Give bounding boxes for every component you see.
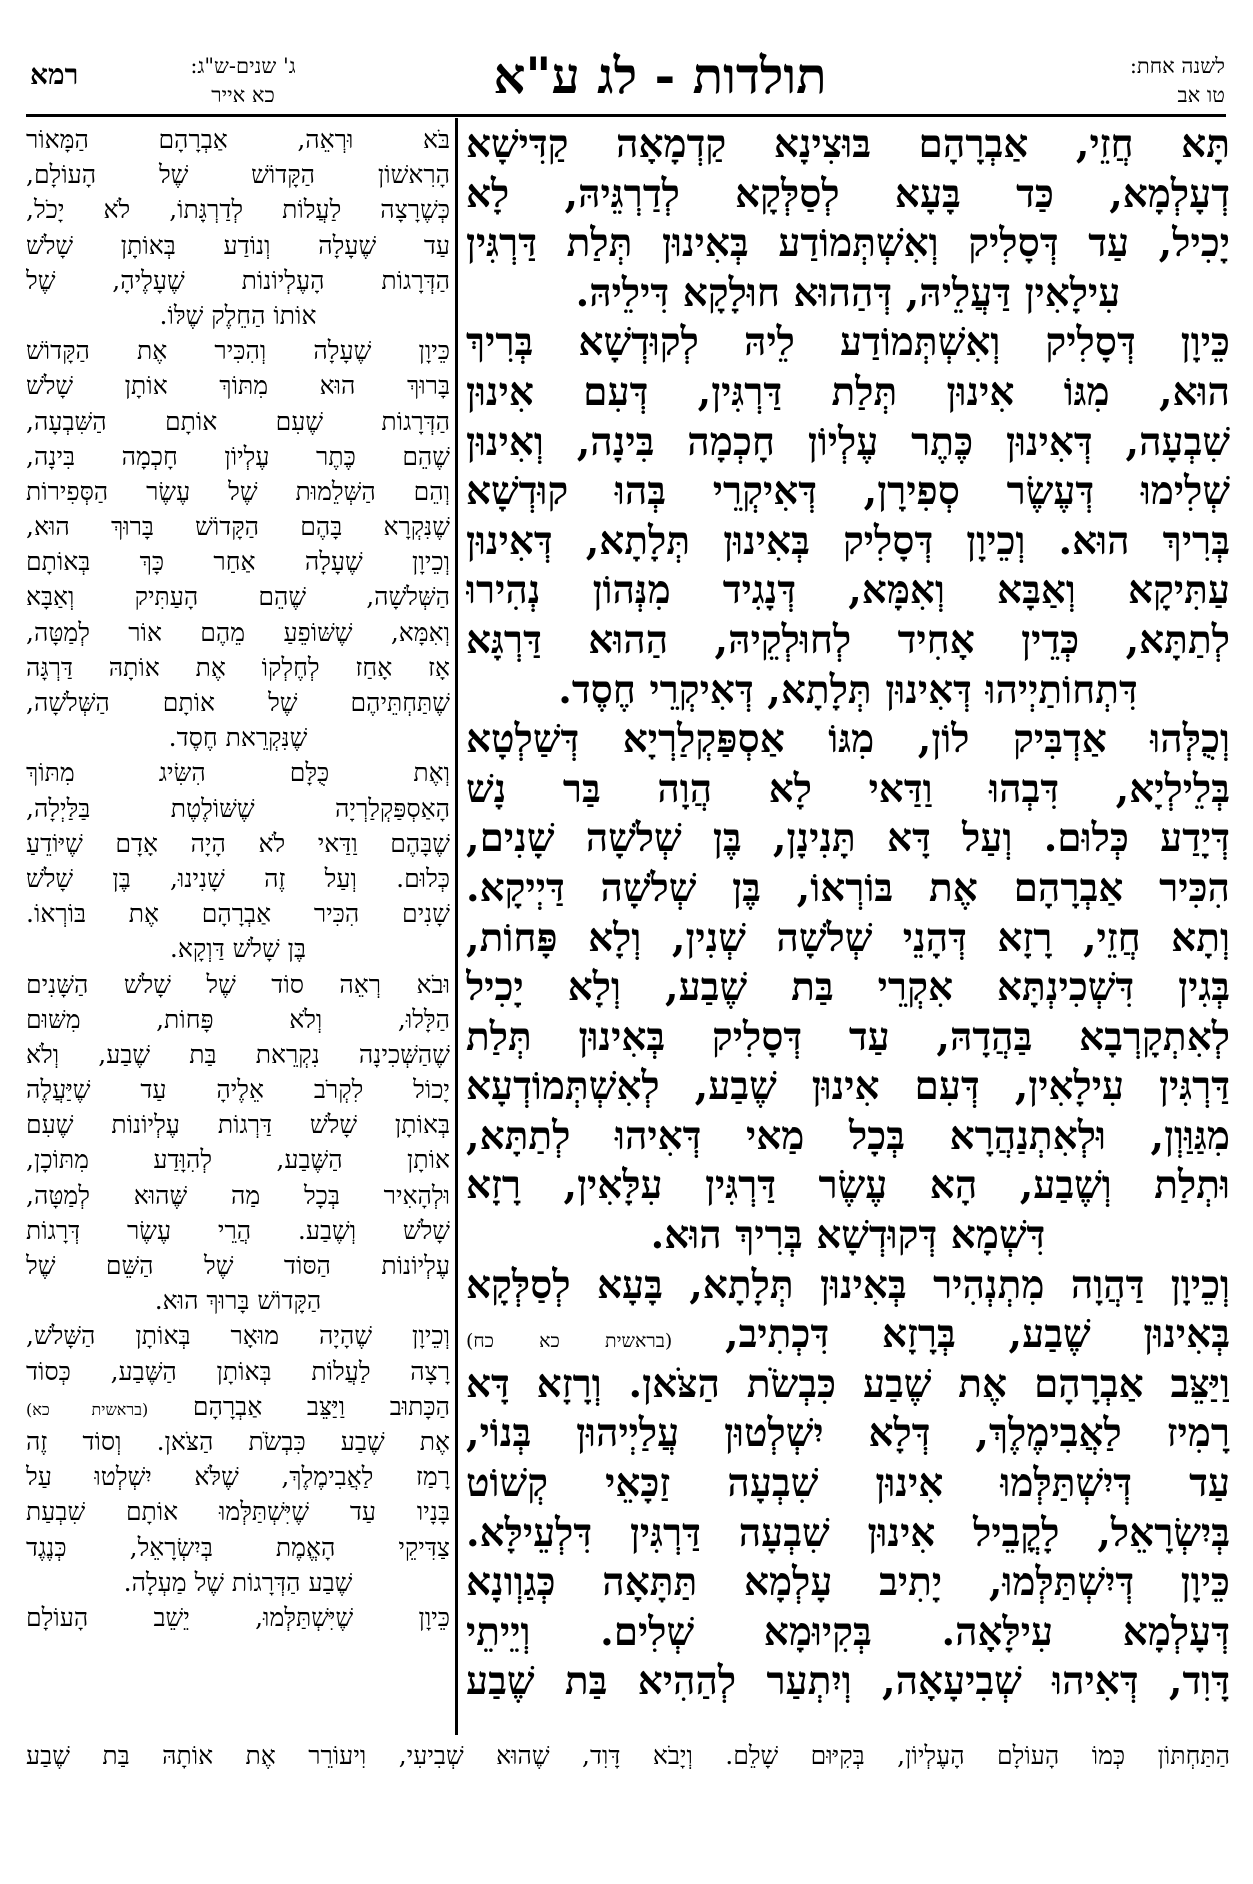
commentary-line: אֶת שֶׁבַע כִּבְשֹׂת הַצֹּאן. וְסוֹד זֶה bbox=[26, 1426, 450, 1456]
header-right-line-1: לשנה אחת: bbox=[1129, 54, 1225, 78]
commentary-line: שֶׁהַשְּׁכִינָה נִקְרֵאת בַּת שֶׁבַע, וְלֹא bbox=[26, 1039, 450, 1069]
main-line: וְכֵיוָן דַּהֲוָה מִתְנְהִיר בְּאִינוּן תְּלָתָא, בָּעָא לְסַלְּקָא bbox=[466, 1261, 1230, 1308]
commentary-line: כֵּיוָן שֶׁעָלָה וְהִכִּיר אֶת הַקָּדוֹשׁ bbox=[26, 336, 450, 366]
commentary-line: שֶׁבַע הַדְּרָגוֹת שֶׁל מַעְלָה. bbox=[123, 1567, 353, 1597]
main-line: עַד דְּיִשְׁתַּלְּמוּ אִינוּן שִׁבְעָה זַכָּאֵי קְשׁוֹט bbox=[466, 1460, 1230, 1507]
commentary-line: הָאַסְפַּקְלַרְיָה שֶׁשּׁוֹלֶטֶת בַּלַּיְלָה, bbox=[26, 793, 450, 823]
main-line: לְאִתְקָרְבָא בַּהֲדָהּ, עַד דְּסָלִיק בְּאִינוּן תְּלַת bbox=[466, 1013, 1230, 1060]
commentary-line: בְּאוֹתָן שָׁלֹשׁ דַּרְגוֹת עֶלְיוֹנוֹת שֶׁעִם bbox=[26, 1110, 450, 1140]
commentary-line: וּלְהָאִיר בְּכָל מַה שֶּׁהוּא לְמַטָּה, bbox=[26, 1180, 450, 1210]
main-line: דִּתְחוֹתַיְיהוּ דְּאִינוּן תְּלָתָא, דְּאִיקְרֵי חֶסֶד. bbox=[558, 666, 1138, 713]
main-line: דְּיָדַע כְּלוּם. וְעַל דָּא תָּנִינָן, בֶּן שְׁלֹשָׁה שָׁנִים, bbox=[466, 815, 1230, 862]
commentary-line-text: הַכָּתוּב וַיַּצֵּב אַבְרָהָם bbox=[192, 1391, 450, 1421]
commentary-line: עֶלְיוֹנוֹת הַסּוֹד שֶׁל הַשֵּׁם שֶׁל bbox=[26, 1251, 450, 1280]
commentary-line: וְהֵם הַשְּׁלֵמוּת שֶׁל עֶשֶׂר הַסְּפִירוֹת bbox=[26, 476, 450, 506]
main-line: דִּשְׁמָא דְּקוּדְשָׁא בְּרִיךְ הוּא. bbox=[650, 1212, 1046, 1259]
main-line: יָכִיל, עַד דְּסָלִיק וְאִשְׁתְּמוֹדַע בְּאִינוּן תְּלַת דַּרְגִּין bbox=[466, 220, 1230, 267]
main-text-column bbox=[466, 120, 1230, 1735]
header-right-line-2: טו אב bbox=[1177, 83, 1225, 107]
commentary-line: הַשְּׁלֹשָׁה, שֶׁהֵם הָעַתִּיק וְאַבָּא bbox=[26, 582, 450, 612]
commentary-line: אָז אָחַז לְחֶלְקוֹ אֶת אוֹתָהּ דַּרְגָּה bbox=[26, 652, 450, 682]
main-line: כֵּיוָן דְּיִשְׁתַּלְּמוּ, יָתִיב עָלְמָא תַּתָּאָה כְּגַוְונָא bbox=[466, 1559, 1230, 1606]
commentary-line: שֶׁנִּקְרֵאת חֶסֶד. bbox=[168, 723, 308, 753]
main-line: דָּוִד, דְּאִיהוּ שְׁבִיעָאָה, וְיִתְעַר לְהַהִיא בַּת שֶׁבַע bbox=[466, 1658, 1230, 1705]
main-line: לְתַתָּא, כְּדֵין אָחִיד לְחוּלְקֵיהּ, הַהוּא דַּרְגָּא bbox=[466, 616, 1230, 663]
main-line-with-citation bbox=[466, 1310, 1230, 1360]
commentary-line: כְּלוּם. וְעַל זֶה שָׁנִינוּ, בֶּן שָׁלֹשׁ bbox=[26, 863, 450, 893]
main-line: בְּיִשְׂרָאֵל, לָקֳבֵיל אִינוּן שִׁבְעָה דַּרְגִּין דִּלְעֵילָּא. bbox=[466, 1509, 1230, 1556]
main-citation: (בראשית כא כח) bbox=[466, 1330, 673, 1353]
main-line: בְּלֵילְיָא, דִּבְהוּ וַדַּאי לָא הֲוָה בַּר נָשׁ bbox=[466, 765, 1230, 812]
commentary-line: הַלָּלוּ, וְלֹא פָּחוֹת, מִשּׁוּם bbox=[26, 1004, 450, 1034]
commentary-line-with-citation bbox=[26, 1389, 450, 1424]
header-right-info bbox=[1025, 52, 1225, 110]
main-line: הִכִּיר אַבְרָהָם אֶת בּוֹרְאוֹ, בֶּן שְׁלֹשָׁה דַּיְיקָא. bbox=[466, 864, 1230, 911]
commentary-column bbox=[26, 122, 450, 1735]
main-line: עִילָאִין דַּעֲלֵיהּ, דְּהַהוּא חוּלָקָא דִּילֵיהּ. bbox=[575, 269, 1121, 316]
commentary-line: שֶׁבָּהֶם וַדַּאי לֹא הָיָה אָדָם שֶׁיּוֹדֵעַ bbox=[26, 828, 450, 858]
commentary-line: עַד שֶׁעָלָה וְנוֹדַע בְּאוֹתָן שָׁלֹשׁ bbox=[26, 230, 450, 260]
commentary-line: רָצָה לַעֲלוֹת בְּאוֹתָן הַשֶּׁבַע, כְּסוֹד bbox=[26, 1356, 450, 1386]
main-line: בְּרִיךְ הוּא. וְכֵיוָן דְּסָלִיק בְּאִינוּן תְּלָתָא, דְּאִינוּן bbox=[466, 517, 1230, 564]
main-line: כֵּיוָן דְּסָלִיק וְאִשְׁתְּמוֹדַע לֵיהּ לְקוּדְשָׁא בְּרִיךְ bbox=[466, 319, 1230, 366]
commentary-line: כֵּיוָן שֶׁיִּשְׁתַּלְּמוּ, יֵשֵׁב הָעוֹלָם bbox=[26, 1602, 450, 1632]
commentary-line: צַדִּיקֵי הָאֱמֶת בְּיִשְׂרָאֵל, כְּנֶגֶד bbox=[26, 1532, 450, 1562]
commentary-citation: (בראשית כא) bbox=[26, 1399, 149, 1419]
main-line: וְתָא חֲזֵי, רָזָא דְּהָנֵי שְׁלֹשָׁה שְׁנִין, וְלָא פָּחוֹת, bbox=[466, 914, 1230, 961]
commentary-line: בָּנָיו עַד שֶׁיִּשְׁתַּלְּמוּ אוֹתָם שִׁבְעַת bbox=[26, 1497, 450, 1527]
main-line: וּתְלַת וְשֶׁבַע, הָא עֶשֶׂר דַּרְגִּין עִלָּאִין, רָזָא bbox=[466, 1162, 1230, 1209]
commentary-line: בֹּא וּרְאֵה, אַבְרָהָם הַמָּאוֹר bbox=[26, 125, 450, 154]
commentary-line: שָׁלֹשׁ וְשֶׁבַע. הֲרֵי עֶשֶׂר דְּרָגוֹת bbox=[26, 1215, 450, 1245]
commentary-line: יָכוֹל לִקְרֹב אֵלֶיהָ עַד שֶׁיַּעֲלֶה bbox=[26, 1075, 450, 1105]
commentary-line: הַדְּרָגוֹת שֶׁעִם אוֹתָם הַשִּׁבְעָה, bbox=[26, 406, 450, 436]
commentary-line: אוֹתָן הַשֶּׁבַע, לְהִוָּדַע מִתּוֹכָן, bbox=[26, 1145, 450, 1175]
main-line: תָּא חֲזֵי, אַבְרָהָם בּוּצִינָא קַדְמָאָה קַדִּישָׁא bbox=[466, 121, 1230, 167]
commentary-line: וְאִמָּא, שֶׁשּׁוֹפֵעַ מֵהֶם אוֹר לְמַטָּה, bbox=[26, 617, 450, 647]
commentary-line: שֶׁתַּחְתֵּיהֶם שֶׁל אוֹתָם הַשְּׁלֹשָׁה, bbox=[26, 688, 450, 717]
main-line: דְּעָלְמָא עִילָּאָה. בְּקִיוּמָא שְׁלִים. וְיֵיתֵי bbox=[466, 1608, 1230, 1655]
page-title: תולדות - לג ע"א bbox=[493, 46, 827, 105]
commentary-line: בָּרוּךְ הוּא מִתּוֹךְ אוֹתָן שָׁלֹשׁ bbox=[26, 371, 450, 401]
header-left-info bbox=[118, 52, 368, 110]
main-line-text: בְּאִינוּן שֶׁבַע, בְּרָזָא דִּכְתִיב, bbox=[725, 1311, 1230, 1358]
commentary-line: וְכֵיוָן שֶׁעָלָה אַחַר כָּךְ בְּאוֹתָם bbox=[26, 547, 450, 577]
main-line: שְׁלִימוּ דְּעֶשֶׂר סְפִירָן, דְּאִיקְרֵי בְּהוּ קוּדְשָׁא bbox=[466, 468, 1230, 515]
commentary-line: בֶּן שָׁלֹשׁ דַּוְקָא. bbox=[169, 934, 307, 964]
commentary-line: הָרִאשׁוֹן הַקָּדוֹשׁ שֶׁל הָעוֹלָם, bbox=[26, 160, 450, 190]
header-left-line-1: ג' שנים-ש"ג: bbox=[190, 54, 296, 78]
main-line: מִגַּוַּוְן, וּלְאִתְנַהֲרָא בְּכָל מַאי דְּאִיהוּ לְתַתָּא, bbox=[466, 1112, 1230, 1159]
header-rule bbox=[26, 114, 1226, 117]
main-line: עַתִּיקָא וְאַבָּא וְאִמָּא, דְּנָגִיד מִנְּהוֹן נְהִירוּ bbox=[466, 567, 1230, 614]
main-line: רָמִיז לַאֲבִימֶלֶךְ, דְּלָא יִשְׁלְטוּן עֲלַיְיהוּן בְּנוֹי, bbox=[466, 1410, 1230, 1457]
main-line: דְעָלְמָא, כַּד בָּעָא לְסַלְּקָא לְדַרְגֵּיהּ, לָא bbox=[466, 170, 1230, 217]
commentary-line: שֶׁהֵם כֶּתֶר עֶלְיוֹן חָכְמָה בִּינָה, bbox=[26, 441, 450, 471]
commentary-line: הַדְּרָגוֹת הָעֶלְיוֹנוֹת שֶׁעָלֶיהָ, שֶׁל bbox=[26, 265, 450, 295]
main-line: בְּגִין דִּשְׁכִינְתָּא אִקְרֵי בַּת שֶׁבַע, וְלָא יָכִיל bbox=[466, 964, 1230, 1011]
main-line: שִׁבְעָה, דְּאִינוּן כֶּתֶר עֶלְיוֹן חָכְמָה בִּינָה, וְאִינוּן bbox=[466, 418, 1230, 465]
commentary-line: וְכֵיוָן שֶׁהָיָה מוּאָר בְּאוֹתָן הַשָּׁלֹשׁ, bbox=[26, 1321, 450, 1351]
commentary-line: הַקָּדוֹשׁ בָּרוּךְ הוּא. bbox=[154, 1286, 322, 1316]
commentary-line: וְאֶת כֻּלָּם הִשִּׂיג מִתּוֹךְ bbox=[26, 758, 450, 788]
main-line: דַּרְגִּין עִילָאִין, דְּעִם אִינוּן שֶׁבַע, לְאִשְׁתְּמוֹדְעָא bbox=[466, 1063, 1230, 1110]
main-line: הוּא, מִגּוֹ אִינוּן תְּלַת דַּרְגִּין, דְּעִם אִינוּן bbox=[466, 368, 1230, 415]
bottom-continuation-line: הַתַּחְתּוֹן כְּמוֹ הָעוֹלָם הָעֶלְיוֹן, בְּקִיּוּם שָׁלֵם. וְיָבֹא דָּוִד, שֶׁהוּא שְׁבִיעִי, וִיעוֹרֵר אֶת אוֹתָהּ בַּת שֶׁבַע bbox=[26, 1741, 1230, 1770]
main-line: וַיַּצֵּב אַבְרָהָם אֶת שֶׁבַע כִּבְשֹׂת הַצֹּאן. וְרָזָא דָּא bbox=[466, 1360, 1230, 1407]
main-line: וְכֻלְּהוּ אַדְבִּיק לוֹן, מִגּוֹ אַסְפַּקְלַרְיָא דְּשַׁלְטָא bbox=[466, 716, 1230, 763]
page-number: רמא bbox=[30, 58, 79, 91]
commentary-line: אוֹתוֹ הַחֵלֶק שֶׁלּוֹ. bbox=[159, 300, 317, 330]
column-divider bbox=[455, 118, 458, 1735]
commentary-line: כְּשֶׁרָצָה לַעֲלוֹת לְדַרְגָּתוֹ, לֹא יָכֹל, bbox=[26, 195, 450, 225]
commentary-line: רָמַז לַאֲבִימֶלֶךְ, שֶׁלֹּא יִשְׁלְטוּ עַל bbox=[26, 1462, 450, 1492]
commentary-line: שֶׁנִּקְרָא בָּהֶם הַקָּדוֹשׁ בָּרוּךְ הוּא, bbox=[26, 512, 450, 542]
commentary-line: וּבֹא רְאֵה סוֹד שֶׁל שָׁלֹשׁ הַשָּׁנִים bbox=[26, 969, 450, 999]
commentary-line: שָׁנִים הִכִּיר אַבְרָהָם אֶת בּוֹרְאוֹ. bbox=[26, 899, 450, 929]
header-left-line-2: כא אייר bbox=[211, 83, 275, 107]
